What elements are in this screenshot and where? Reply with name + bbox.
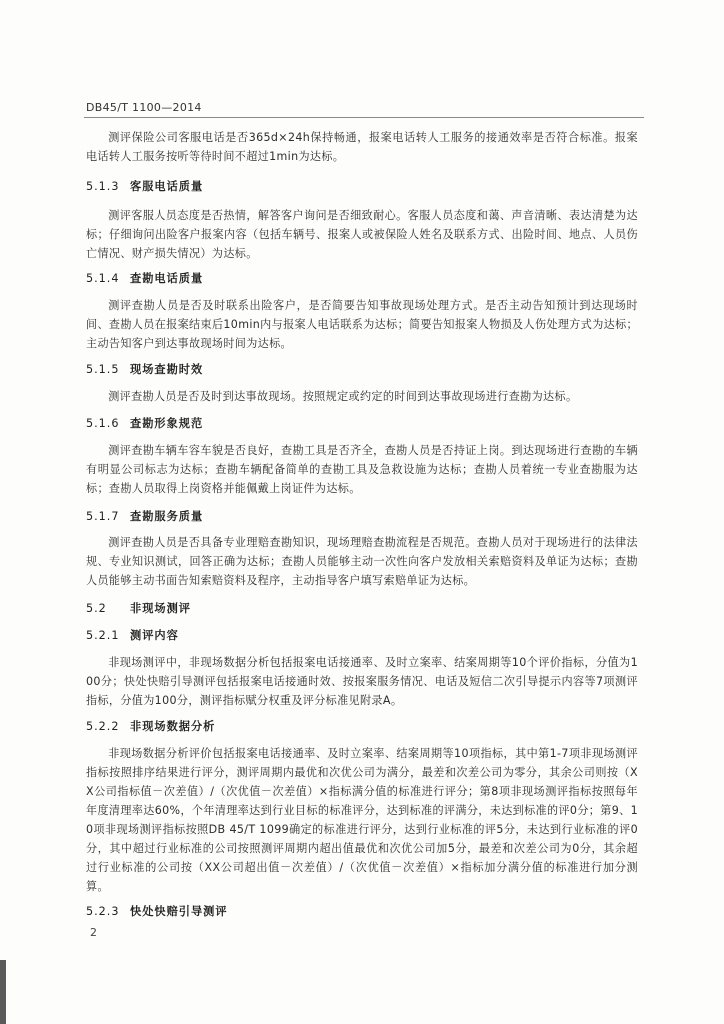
section-heading-5-1-7 <box>86 508 203 524</box>
section-title: 现场查勘时效 <box>130 363 204 376</box>
paragraph-survey-call-quality: 测评查勘人员是否及时联系出险客户，是否简要告知事故现场处理方式。是否主动告知预计到达现场时间、查勘人员在报案结束后10min内与报案人电话联系为达标；简要告知报案人物损及人伤处理方式为达标；主动告知客户到达事故现场时间为达标。 <box>86 299 638 350</box>
section-number: 5.1.3 <box>86 180 120 193</box>
standard-code-header: DB45/T 1100—2014 <box>86 101 202 114</box>
section-title: 查勘形象规范 <box>130 417 204 430</box>
scan-binding-edge <box>0 960 6 1024</box>
section-number: 5.1.7 <box>86 510 120 523</box>
header-rule <box>84 117 644 118</box>
section-number: 5.2.2 <box>86 720 120 733</box>
section-number: 5.2 <box>86 602 107 615</box>
section-title: 测评内容 <box>130 629 179 642</box>
section-number: 5.1.6 <box>86 417 120 430</box>
section-number: 5.1.5 <box>86 363 120 376</box>
section-title: 非现场数据分析 <box>130 720 216 733</box>
section-title: 非现场测评 <box>130 602 191 615</box>
section-heading-5-2 <box>86 600 191 616</box>
section-title: 查勘服务质量 <box>130 510 204 523</box>
paragraph-survey-image: 测评查勘车辆车容车貌是否良好，查勘工具是否齐全，查勘人员是否持证上岗。到达现场进行查勘的车辆有明显公司标志为达标；查勘车辆配备简单的查勘工具及急救设施为达标；查勘人员着统一专业查勘服为达标；查勘人员取得上岗资格并能佩戴上岗证件为达标。 <box>86 444 638 495</box>
paragraph-service-call-quality: 测评客服人员态度是否热情，解答客户询问是否细致耐心。客服人员态度和蔼、声音清晰、表达清楚为达标；仔细询问出险客户报案内容（包括车辆号、报案人或被保险人姓名及联系方式、出险时间、地点、人员伤亡情况、财产损失情况）为达标。 <box>86 209 638 260</box>
section-number: 5.2.3 <box>86 905 120 918</box>
section-title: 客服电话质量 <box>130 180 204 193</box>
page-number: 2 <box>90 926 97 939</box>
section-heading-5-1-6 <box>86 415 203 431</box>
section-title: 快处快赔引导测评 <box>130 905 228 918</box>
section-title: 查勘电话质量 <box>130 272 204 285</box>
paragraph-survey-service-quality: 测评查勘人员是否具备专业理赔查勘知识，现场理赔查勘流程是否规范。查勘人员对于现场进行的法律法规、专业知识测试，回答正确为达标；查勘人员能够主动一次性向客户发放相关索赔资料及单证为达标；查勘人员能够主动书面告知索赔资料及程序，主动指导客户填写索赔单证为达标。 <box>86 536 638 587</box>
section-heading-5-1-5 <box>86 361 203 377</box>
section-heading-5-1-4 <box>86 270 203 286</box>
section-heading-5-2-2 <box>86 718 215 734</box>
paragraph-offsite-content: 非现场测评中，非现场数据分析包括报案电话接通率、及时立案率、结案周期等10个评价指标，分值为100分；快处快赔引导测评包括报案电话接通时效、按报案服务情况、电话及短信二次引导提示内容等7项测评指标，分值为100分，测评指标赋分权重及评分标准见附录A。 <box>86 656 638 707</box>
section-heading-5-2-3 <box>86 903 228 919</box>
paragraph-offsite-data-analysis: 非现场数据分析评价包括报案电话接通率、及时立案率、结案周期等10项指标，其中第1-7项非现场测评指标按照排序结果进行评分，测评周期内最优和次优公司为满分，最差和次差公司为零分，其余公司则按（XX公司指标值－次差值）/（次优值－次差值）×指标满分值的标准进行评分；第8项非现场测评指标按照每年年度清理率达60%，个年清理率达到行业目标的标准评分，达到标准的评满分，未达到标准的评0分；第9、10项非现场测评指标按照DB 45/T 1099确定的标准进行评分，达到行业标准的评5分，未达到行业标准的评0分，其中超过行业标准的公司按照测评周期内超出值最优和次优公司加5分，最差和次差公司为0分，其余超过行业标准的公司按（XX公司超出值－次差值）/（次优值－次差值）×指标加分满分值的标准进行加分测算。 <box>86 747 638 893</box>
section-heading-5-1-3 <box>86 178 203 194</box>
paragraph-phone-availability: 测评保险公司客服电话是否365d×24h保持畅通，报案电话转人工服务的接通效率是否符合标准。报案电话转人工服务按听等待时间不超过1min为达标。 <box>86 131 638 163</box>
section-number: 5.2.1 <box>86 629 120 642</box>
paragraph-onsite-timeliness: 测评查勘人员是否及时到达事故现场。按照规定或约定的时间到达事故现场进行查勘为达标。 <box>108 390 578 403</box>
section-number: 5.1.4 <box>86 272 120 285</box>
section-heading-5-2-1 <box>86 627 179 643</box>
